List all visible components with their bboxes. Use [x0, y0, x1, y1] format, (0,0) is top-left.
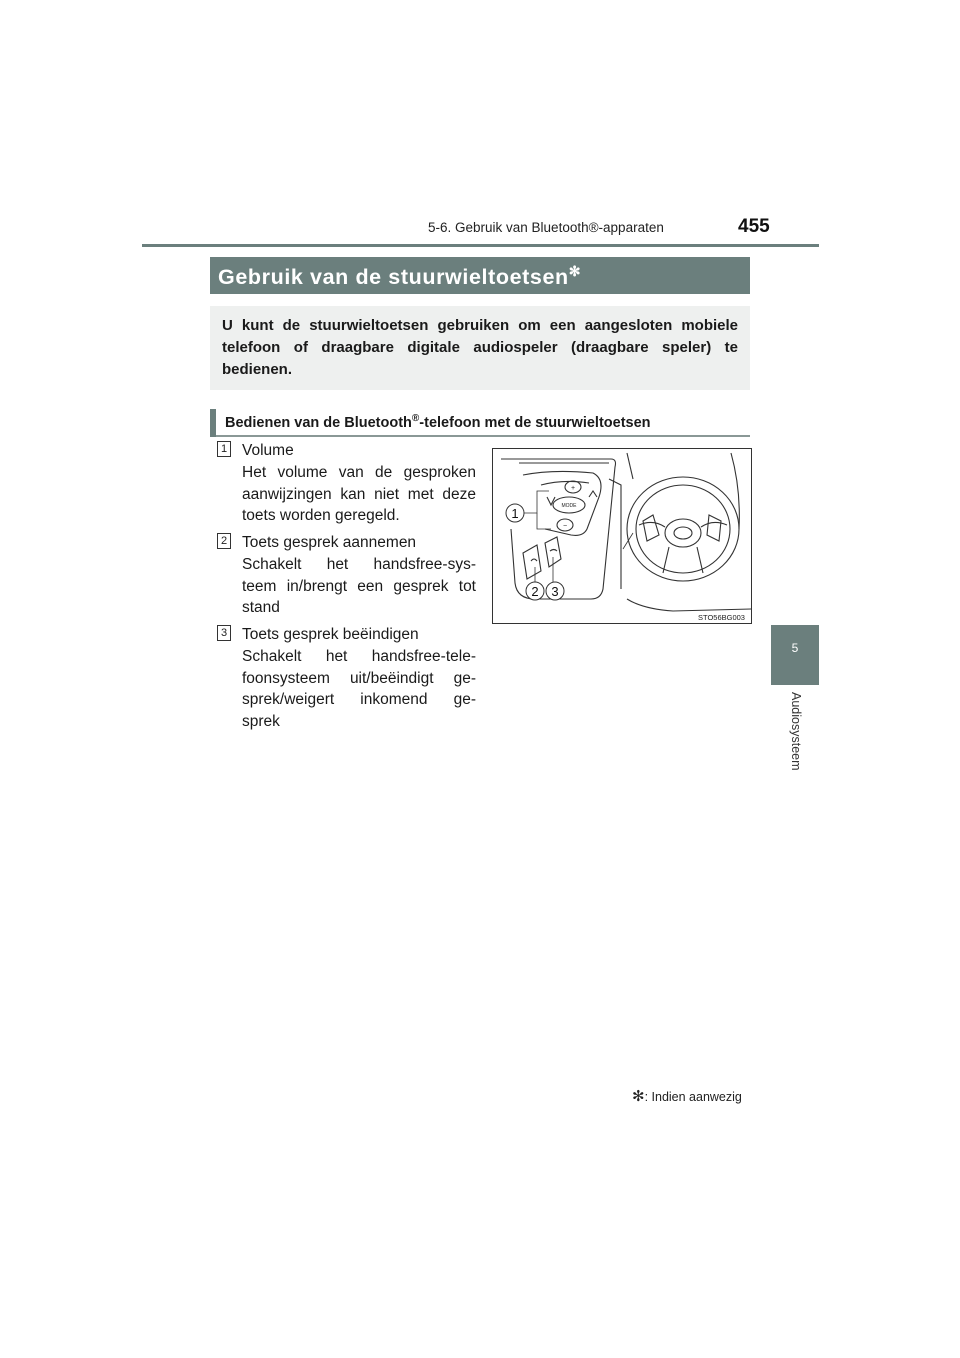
callout-3: 3 — [551, 584, 559, 599]
subheading-text-before: Bedienen van de Bluetooth — [225, 414, 412, 431]
item-1-line: toets worden geregeld. — [242, 507, 400, 525]
footnote-marker: ✻ — [632, 1088, 645, 1105]
subheading — [210, 409, 750, 437]
item-3-title: Toets gesprek beëindigen — [242, 626, 419, 643]
page-number: 455 — [738, 216, 770, 237]
item-1-line: aanwijzingen kan niet met deze — [242, 485, 476, 503]
item-3-line: sprek/weigert inkomend ge- — [242, 691, 476, 709]
steering-wheel — [623, 453, 751, 611]
vol-down-label: − — [562, 523, 568, 530]
item-3-line: foonsysteem uit/beëindigt ge- — [242, 669, 476, 687]
footnote — [632, 1087, 742, 1105]
item-3-line: sprek — [242, 713, 280, 731]
item-1-title: Volume — [242, 442, 294, 459]
item-number-3: 3 — [217, 625, 231, 641]
item-1 — [242, 440, 476, 527]
mode-label: MODE — [561, 503, 577, 509]
vol-up-label: + — [570, 485, 576, 492]
button-closeup — [501, 459, 621, 599]
item-2-line: stand — [242, 599, 280, 617]
item-2-line: teem in/brengt een gesprek tot — [242, 577, 476, 595]
subheading-bar — [210, 409, 216, 437]
item-number-1: 1 — [217, 441, 231, 457]
item-2-title: Toets gesprek aannemen — [242, 534, 417, 551]
callout-1: 1 — [511, 506, 519, 521]
item-number-2: 2 — [217, 533, 231, 549]
steering-wheel-illustration — [493, 449, 751, 623]
item-2-line: Schakelt het handsfree-sys- — [242, 555, 476, 573]
chapter-number: 5 — [791, 641, 799, 655]
asterisk-marker: ✻ — [568, 263, 582, 279]
subheading-text-after: -telefoon met de stuurwieltoetsen — [419, 414, 651, 431]
subheading-text — [225, 413, 651, 431]
chapter-tab[interactable] — [771, 625, 819, 685]
item-1-line: Het volume van de gesproken — [242, 463, 476, 481]
footnote-text: : Indien aanwezig — [644, 1090, 742, 1104]
steering-wheel-figure — [492, 448, 752, 624]
intro-box — [210, 306, 750, 390]
callout-2: 2 — [531, 584, 539, 599]
header-rule — [142, 244, 819, 247]
item-3-line: Schakelt het handsfree-tele- — [242, 647, 476, 665]
leader-lines — [523, 491, 553, 582]
section-title-bar — [210, 257, 750, 294]
section-title-text: Gebruik van de stuurwieltoetsen — [218, 265, 569, 290]
chapter-label-container — [777, 692, 817, 792]
item-2 — [242, 532, 476, 619]
running-header-section: 5-6. Gebruik van Bluetooth®-apparaten — [428, 220, 664, 235]
item-3 — [242, 624, 476, 733]
registered-mark: ® — [411, 413, 420, 424]
figure-code: STO56BG003 — [698, 613, 745, 622]
chapter-label: Audiosysteem — [789, 692, 803, 771]
intro-text: U kunt de stuurwieltoetsen gebruiken om een aangesloten mobiele telefoon of draagbare digitale audiospeler (draagbare speler) te bedienen. — [222, 317, 738, 378]
section-title — [218, 263, 581, 290]
